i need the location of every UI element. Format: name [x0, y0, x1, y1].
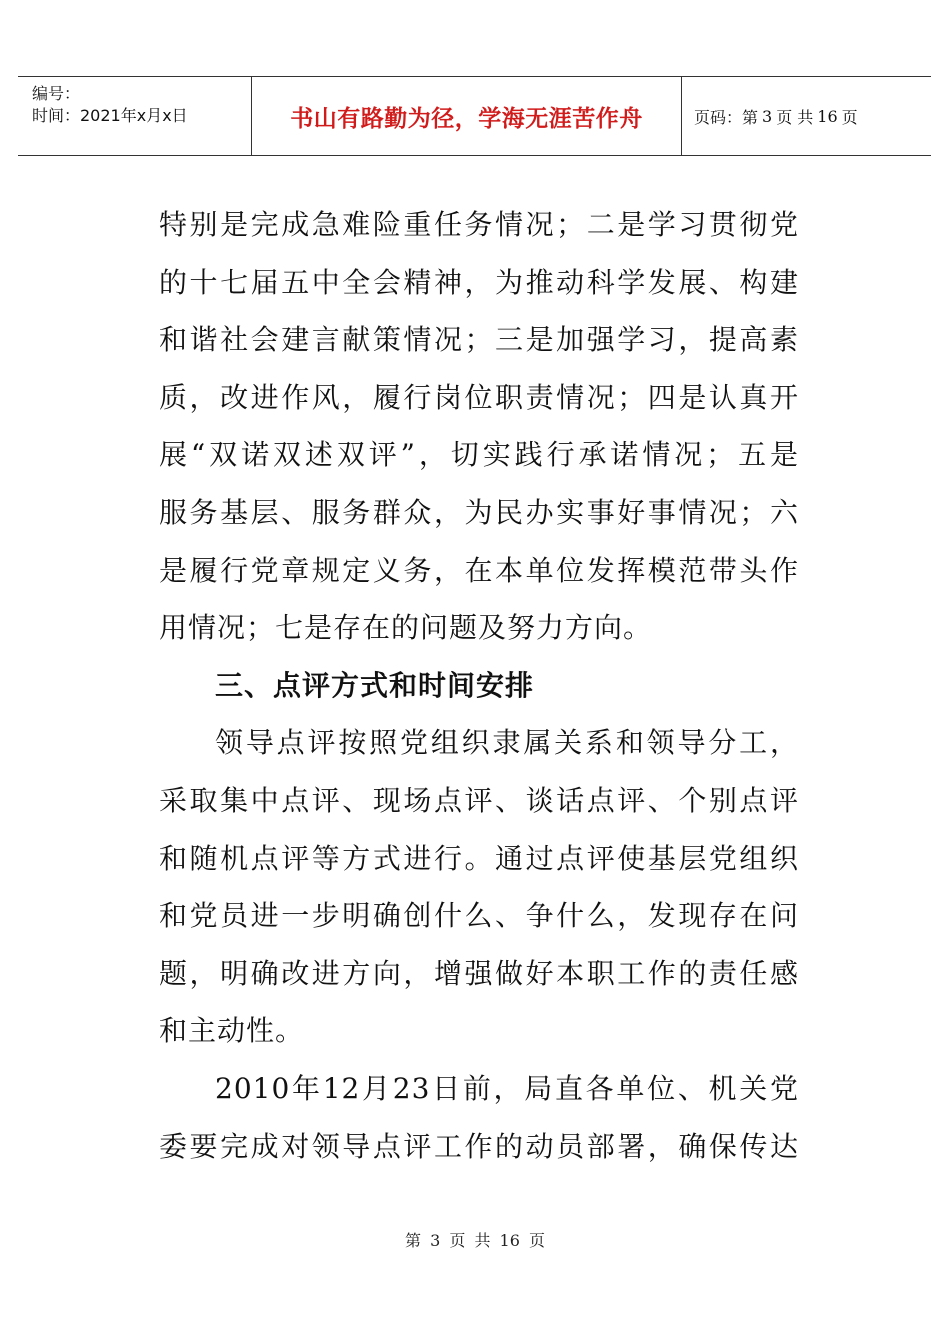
document-body — [159, 196, 799, 1175]
page-prefix-label: 页码：第 — [694, 107, 759, 127]
text-line: 展“双诺双述双评”，切实践行承诺情况；五是 — [159, 438, 799, 472]
page-mid-label: 页 共 — [776, 107, 814, 127]
text-line: 特别是完成急难险重任务情况；二是学习贯彻党 — [159, 208, 799, 241]
text-line: 题，明确改进方向，增强做好本职工作的责任感 — [159, 956, 799, 990]
text-line: 和随机点评等方式进行。通过点评使基层党组织 — [159, 841, 799, 875]
text-line: 和主动性。 — [159, 1014, 305, 1048]
page-header-table — [18, 76, 931, 156]
paragraph-3 — [159, 1060, 799, 1175]
text-line: 和谐社会建言献策情况；三是加强学习，提高素 — [159, 323, 799, 357]
section-heading-3: 三、点评方式和时间安排 — [215, 668, 535, 702]
text-line: 委要完成对领导点评工作的动员部署，确保传达 — [159, 1129, 799, 1163]
text-line: 领导点评按照党组织隶属关系和领导分工， — [215, 726, 799, 760]
page-current-number: 3 — [762, 106, 773, 126]
text-line: 是履行党章规定义务，在本单位发挥模范带头作 — [159, 553, 799, 587]
text-line: 服务基层、服务群众，为民办实事好事情况；六 — [159, 495, 799, 529]
text-line: 用情况；七是存在的问题及努力方向。 — [159, 611, 653, 645]
page-footer: 第 3 页 共 16 页 — [405, 1231, 545, 1250]
text-line: 和党员进一步明确创什么、争什么，发现存在问 — [159, 899, 799, 933]
text-line: 质，改进作风，履行岗位职责情况；四是认真开 — [159, 380, 799, 414]
header-meta-cell — [18, 77, 252, 155]
paragraph-1 — [159, 196, 799, 657]
page-suffix-label: 页 — [841, 107, 858, 127]
text-line: 2010年12月23日前，局直各单位、机关党 — [215, 1071, 799, 1105]
header-page-cell — [682, 77, 931, 155]
document-time-label: 时间：2021年x月x日 — [32, 106, 188, 125]
header-motto: 书山有路勤为径，学海无涯苦作舟 — [290, 105, 643, 132]
document-number-label: 编号： — [32, 84, 81, 103]
paragraph-2 — [159, 714, 799, 1060]
text-line: 采取集中点评、现场点评、谈话点评、个别点评 — [159, 783, 799, 817]
page-total-number: 16 — [817, 106, 838, 126]
header-motto-cell — [252, 77, 682, 155]
text-line: 的十七届五中全会精神，为推动科学发展、构建 — [159, 265, 799, 299]
